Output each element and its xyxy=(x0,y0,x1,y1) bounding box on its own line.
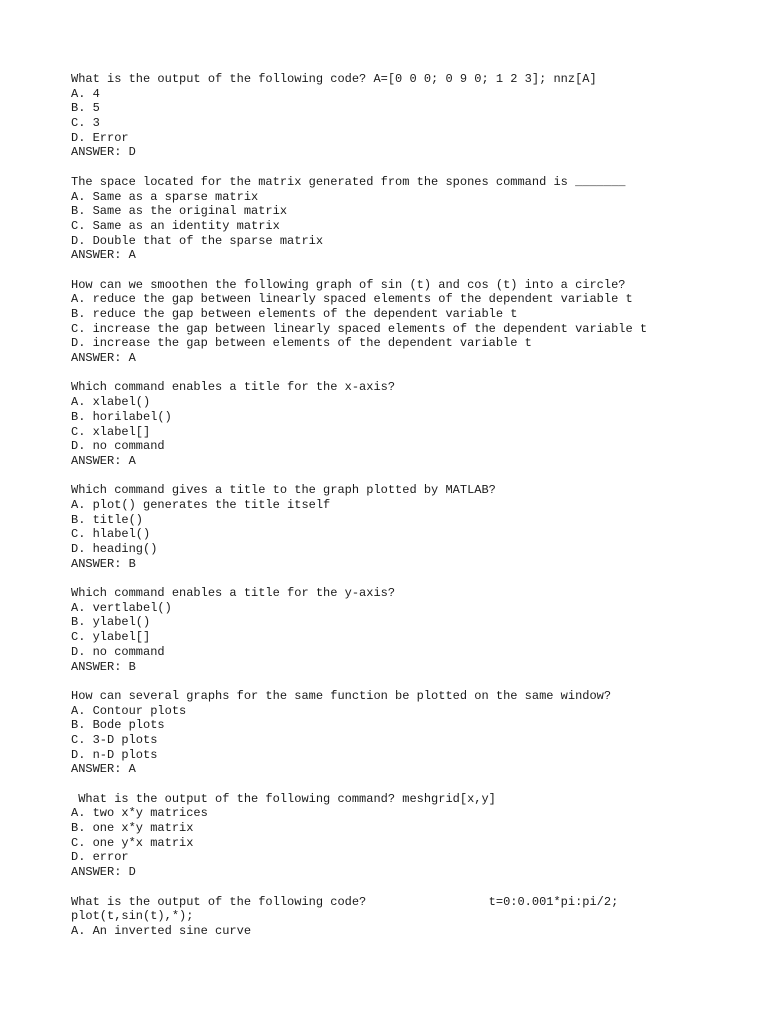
answer-option: A. 4 xyxy=(71,86,100,101)
correct-answer: ANSWER: B xyxy=(71,659,136,674)
answer-option: D. n-D plots xyxy=(71,747,158,762)
answer-option: C. hlabel() xyxy=(71,527,151,542)
answer-option: B. 5 xyxy=(71,101,100,116)
answer-option: B. reduce the gap between elements of the dependent variable t xyxy=(71,307,518,321)
question-prompt: Which command enables a title for the x-axis? xyxy=(71,380,396,395)
answer-option: A. xlabel() xyxy=(71,395,151,410)
correct-answer: ANSWER: B xyxy=(71,556,136,571)
correct-answer: ANSWER: A xyxy=(71,248,136,263)
correct-answer: ANSWER: A xyxy=(71,351,136,366)
answer-option: A. An inverted sine curve xyxy=(71,923,252,938)
answer-option: B. one x*y matrix xyxy=(71,821,194,836)
answer-option: C. ylabel[] xyxy=(71,630,151,645)
answer-option: B. ylabel() xyxy=(71,615,151,630)
question-5 xyxy=(71,483,751,571)
question-prompt: How can several graphs for the same function be plotted on the same window? xyxy=(71,688,612,703)
question-prompt: Which command gives a title to the graph plotted by MATLAB? xyxy=(71,483,496,498)
question-prompt: The space located for the matrix generated from the spones command is _______ xyxy=(71,174,626,189)
document-page xyxy=(71,72,751,939)
answer-option: C. increase the gap between linearly spaced elements of the dependent variable t xyxy=(71,321,648,336)
question-3 xyxy=(71,278,751,366)
answer-option: A. plot() generates the title itself xyxy=(71,497,331,512)
question-prompt: How can we smoothen the following graph of sin (t) and cos (t) into a circle? xyxy=(71,277,626,292)
answer-option: B. Same as the original matrix xyxy=(71,204,288,219)
correct-answer: ANSWER: D xyxy=(71,145,136,160)
correct-answer: ANSWER: A xyxy=(71,453,136,468)
question-9 xyxy=(71,895,751,939)
answer-option: B. title() xyxy=(71,512,144,527)
answer-option: A. reduce the gap between linearly spaced elements of the dependent variable t xyxy=(71,292,633,307)
question-prompt: What is the output of the following command? meshgrid[x,y] xyxy=(71,791,496,806)
answer-option: C. xlabel[] xyxy=(71,424,151,439)
question-7 xyxy=(71,689,751,777)
question-1 xyxy=(71,72,751,160)
answer-option: C. one y*x matrix xyxy=(71,835,194,850)
answer-option: C. 3 xyxy=(71,116,100,131)
answer-option: B. Bode plots xyxy=(71,718,165,733)
answer-option: D. Double that of the sparse matrix xyxy=(71,233,324,248)
question-2 xyxy=(71,175,751,263)
answer-option: A. vertlabel() xyxy=(71,600,172,615)
correct-answer: ANSWER: D xyxy=(71,865,136,880)
answer-option: A. two x*y matrices xyxy=(71,806,208,821)
answer-option: D. no command xyxy=(71,439,165,454)
answer-option: D. no command xyxy=(71,644,165,659)
answer-option: A. Same as a sparse matrix xyxy=(71,189,259,204)
answer-option: D. Error xyxy=(71,130,129,145)
question-prompt-continuation: plot(t,sin(t),*); xyxy=(71,909,194,924)
answer-option: C. 3-D plots xyxy=(71,732,158,747)
answer-option: C. Same as an identity matrix xyxy=(71,218,280,233)
answer-option: D. heading() xyxy=(71,542,158,556)
question-8 xyxy=(71,792,751,880)
question-6 xyxy=(71,586,751,674)
answer-option: D. error xyxy=(71,850,129,865)
question-prompt: What is the output of the following code? t=0:0.001*pi:pi/2; xyxy=(71,894,619,909)
answer-option: D. increase the gap between elements of the dependent variable t xyxy=(71,336,532,351)
answer-option: A. Contour plots xyxy=(71,703,187,718)
question-4 xyxy=(71,380,751,468)
question-prompt: Which command enables a title for the y-axis? xyxy=(71,586,396,601)
answer-option: B. horilabel() xyxy=(71,409,172,424)
question-prompt: What is the output of the following code? A=[0 0 0; 0 9 0; 1 2 3]; nnz[A] xyxy=(71,72,597,86)
correct-answer: ANSWER: A xyxy=(71,762,136,777)
